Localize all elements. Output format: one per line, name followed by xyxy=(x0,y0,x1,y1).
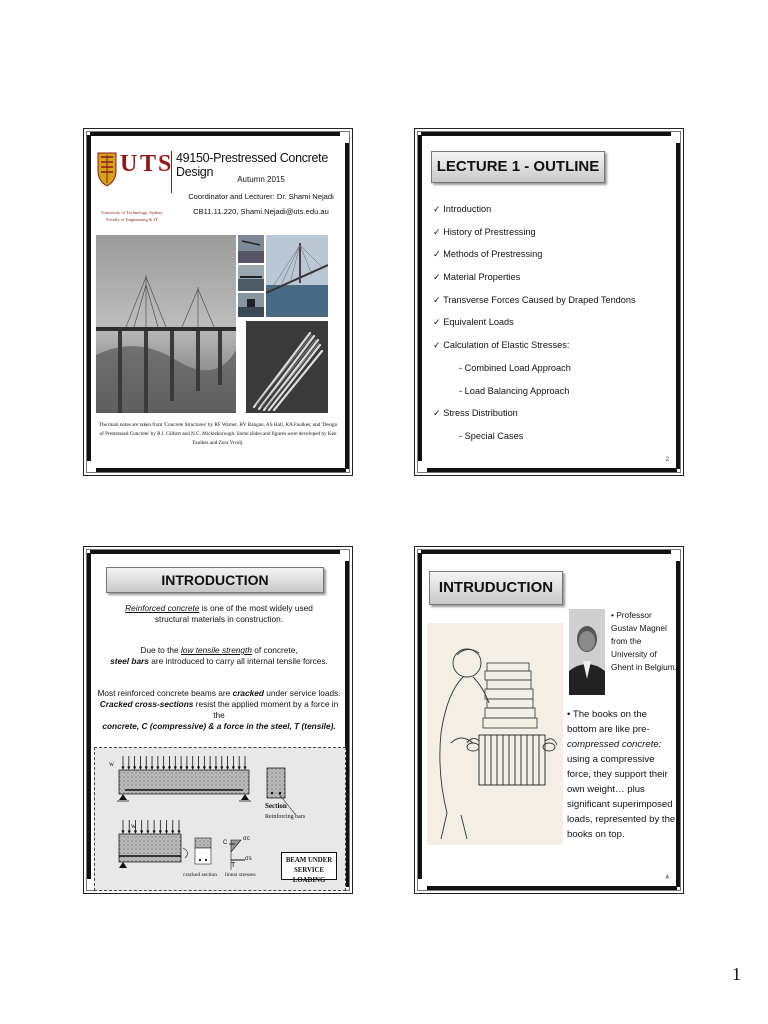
body-line: • The books on the xyxy=(567,709,647,720)
slide-border-bar xyxy=(90,132,340,136)
term-reinforced-concrete: Reinforced concrete xyxy=(125,603,200,613)
outline-item: - Special Cases xyxy=(459,430,524,441)
term-low-tensile-strength: low tensile strength xyxy=(180,645,252,655)
term-cracked-cross-sections: Cracked cross-sections xyxy=(99,699,194,709)
outline-item: ✓ Methods of Prestressing xyxy=(433,249,543,260)
course-coordinator: Coordinator and Lecturer: Dr. Shami Nejadi xyxy=(188,192,334,201)
text-span: , T (tensile). xyxy=(289,721,336,731)
slide-page-number: 4 xyxy=(665,875,669,881)
millau-bridge-photo xyxy=(96,235,236,413)
cracked-section-label: cracked section xyxy=(183,872,218,878)
load-w-label-2: w xyxy=(131,822,137,830)
outline-item: ✓ Material Properties xyxy=(433,272,521,283)
outline-item: - Combined Load Approach xyxy=(459,362,571,373)
body-line: books on top. xyxy=(567,829,625,840)
logo-letter-s: S xyxy=(158,151,172,177)
body-line: bottom are like pre- xyxy=(567,724,650,735)
slide-border-bar xyxy=(427,468,677,472)
reference-footnote: The main notes are taken from 'Concrete Structures' by RF Warner, BV Rangan, AS Hall, KA Faulkes; and 'Design of Prestressed Concrete' by R.I. Gilbert and N.C. Mickleborough. Some slides and figures were developed by Ken Faulkes and Zora Vrcelj. xyxy=(98,422,338,446)
university-line: University of Technology, Sydney xyxy=(101,210,163,215)
text-line: structural materials in construction. xyxy=(154,614,284,624)
slide-1 xyxy=(83,128,353,476)
outline-item: ✓ Equivalent Loads xyxy=(433,317,514,328)
gustav-magnel-portrait xyxy=(569,609,605,695)
body-line: using a compressive xyxy=(567,754,655,765)
text-span: Due to the xyxy=(140,645,181,655)
diagram-caption xyxy=(281,852,337,884)
caption-line: • Professor xyxy=(611,610,652,620)
body-line: own weight… plus xyxy=(567,784,645,795)
caption-line: Gustav Magnel xyxy=(611,623,667,633)
prestressing-tendons-photo xyxy=(246,321,328,413)
course-title: 49150-Prestressed Concrete Design xyxy=(176,151,329,179)
logo-letter-t: T xyxy=(140,151,157,177)
slide-border-bar xyxy=(87,553,91,879)
cable-stayed-bridge-photo xyxy=(266,235,328,317)
slide-border-bar xyxy=(90,550,340,554)
outline-item: ✓ Transverse Forces Caused by Draped Tendons xyxy=(433,294,636,305)
caption-line: Ghent in Belgium. xyxy=(611,662,677,672)
course-term: Autumn 2015 xyxy=(237,175,285,184)
term-steel-bars: steel bars xyxy=(110,656,149,666)
outline-item: - Load Balancing Approach xyxy=(459,385,570,396)
sigma-c-label: σc xyxy=(243,836,250,842)
body-line: significant superimposed xyxy=(567,799,673,810)
slide-border-bar xyxy=(96,468,346,472)
slide-border-bar xyxy=(427,886,677,890)
section-label: Section xyxy=(265,802,287,810)
body-line: compressed concrete: xyxy=(567,739,662,750)
text-span: , C (compressive) & a force in the xyxy=(136,721,271,731)
faculty-line: Faculty of Engineering & IT xyxy=(106,217,158,222)
slide-border-bar xyxy=(676,143,680,469)
outline-item: ✓ Introduction xyxy=(433,204,492,214)
slide-title: LECTURE 1 - OUTLINE xyxy=(431,151,605,183)
load-w-label: w xyxy=(109,760,115,768)
slide-title: INTRUDUCTION xyxy=(429,571,563,605)
outline-item: ✓ Calculation of Elastic Stresses: xyxy=(433,340,570,351)
logo-divider xyxy=(171,151,172,193)
construction-photo xyxy=(238,265,264,291)
compression-c-label: C xyxy=(223,840,228,846)
construction-photo xyxy=(238,235,264,263)
portrait-caption xyxy=(611,609,677,674)
text-span: Most reinforced concrete beams are xyxy=(97,688,233,698)
magnel-books-sketch xyxy=(427,623,563,845)
university-name xyxy=(96,209,168,223)
slide-2 xyxy=(414,128,684,476)
construction-photo xyxy=(238,293,264,317)
slide-title: INTRODUCTION xyxy=(106,567,324,593)
outline-item: ✓ Stress Distribution xyxy=(433,408,518,419)
text-span: of concrete, xyxy=(251,645,298,655)
uts-logo xyxy=(96,151,174,187)
text-span: resist the applied moment by a force in the xyxy=(193,699,339,720)
slide-border-bar xyxy=(418,553,422,879)
course-contact: CB11.11.220, Shami.Nejadi@uts.edu.au xyxy=(193,207,329,216)
intro-paragraph-1 xyxy=(96,603,342,625)
outline-item: ✓ History of Prestressing xyxy=(433,226,536,237)
caption-line: University of xyxy=(611,649,657,659)
books-analogy-text xyxy=(567,707,675,842)
term-steel: steel xyxy=(270,721,290,731)
caption-line: SERVICE LOADING xyxy=(292,867,326,884)
intro-paragraph-2 xyxy=(96,645,342,667)
page-number: 1 xyxy=(732,964,741,984)
linear-stresses-label: linear stresses xyxy=(225,872,256,878)
sigma-s-label: σs xyxy=(245,856,252,862)
slide-border-bar xyxy=(421,132,671,136)
text-span: under service loads. xyxy=(263,688,341,698)
tension-t-label: T xyxy=(231,862,236,869)
slide-border-bar xyxy=(421,550,671,554)
slide-3 xyxy=(83,546,353,894)
slide-border-bar xyxy=(87,135,91,461)
outline-list xyxy=(433,201,636,451)
beam-loading-diagram xyxy=(94,747,346,891)
text-span: are introduced to carry all internal tensile forces. xyxy=(148,656,328,666)
uts-crest-icon xyxy=(96,151,118,187)
term-concrete: concrete xyxy=(102,721,137,731)
slide-4 xyxy=(414,546,684,894)
body-line: loads, represented by the xyxy=(567,814,676,825)
reinforcing-bars-label: Reinforcing bars xyxy=(265,814,306,820)
text-span: is one of the most widely used xyxy=(199,603,313,613)
term-cracked: cracked xyxy=(232,688,264,698)
body-line: force, they support their xyxy=(567,769,668,780)
slide-page-number: 2 xyxy=(665,457,669,463)
caption-line: BEAM UNDER xyxy=(285,857,333,864)
caption-line: from the xyxy=(611,636,642,646)
slide-border-bar xyxy=(418,135,422,461)
logo-letter-u: U xyxy=(120,151,138,177)
intro-paragraph-3 xyxy=(96,688,342,732)
